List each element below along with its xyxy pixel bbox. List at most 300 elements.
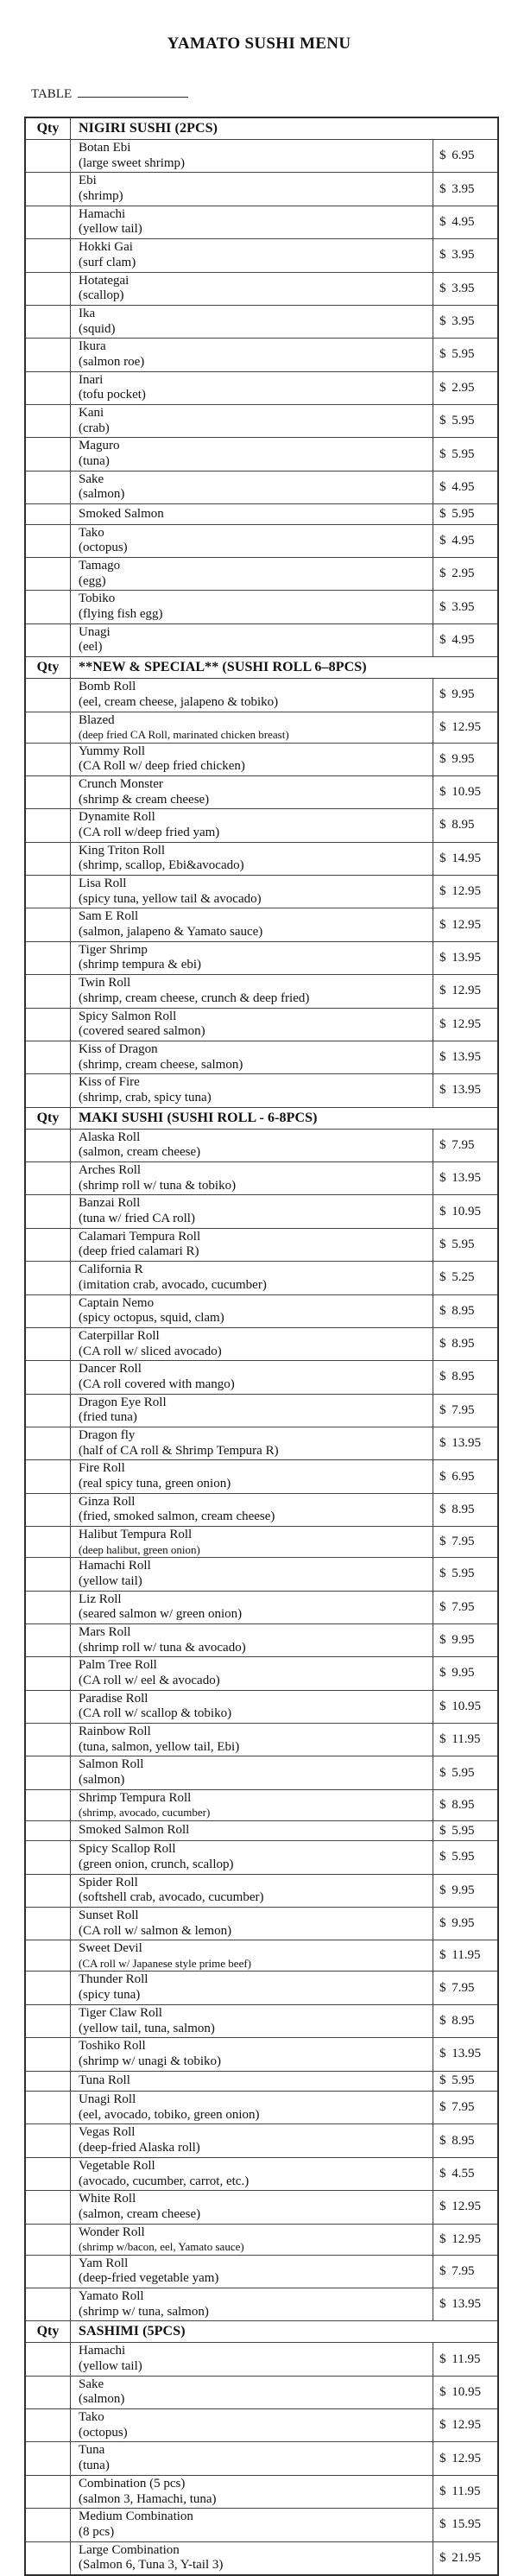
item-text (79, 1757, 143, 1788)
item-name-cell (71, 1328, 433, 1360)
item-text (79, 592, 162, 622)
item-text (79, 1941, 251, 1970)
qty-cell (26, 1624, 71, 1656)
item-price-cell: $ 5.95 (439, 506, 475, 521)
menu-item-row (26, 942, 497, 975)
item-description: (shrimp w/ unagi & tobiko) (79, 2054, 221, 2068)
qty-cell (26, 2509, 71, 2541)
item-name: Smoked Salmon (79, 506, 164, 521)
item-description: (shrimp & cream cheese) (79, 792, 210, 807)
item-name: Tako (79, 2410, 104, 2425)
item-description: (yellow tail) (79, 2359, 142, 2374)
item-name: Sunset Roll (79, 1908, 139, 1923)
item-name: Dragon Eye Roll (79, 1395, 167, 1409)
item-name-cell (71, 843, 433, 875)
item-text (79, 2344, 142, 2374)
menu-item-row (26, 1460, 497, 1493)
qty-cell (26, 2476, 71, 2508)
section-header-row (26, 2321, 497, 2343)
item-name-cell (71, 558, 433, 590)
item-description: (yellow tail) (79, 222, 142, 237)
section-header-row (26, 118, 497, 140)
item-name: King Triton Roll (79, 843, 166, 858)
item-text (79, 1791, 210, 1820)
item-name: Ebi (79, 174, 97, 188)
item-text (79, 2006, 215, 2036)
qty-cell (26, 975, 71, 1007)
item-description: (large sweet shrimp) (79, 155, 186, 170)
item-name-cell (71, 2442, 433, 2474)
menu-item-row (26, 372, 497, 405)
item-price-cell: $ 8.95 (439, 2133, 475, 2148)
item-price-cell: $ 15.95 (439, 2517, 481, 2532)
table-label: TABLE (31, 87, 73, 101)
qty-cell (26, 504, 71, 524)
item-text (79, 2543, 223, 2573)
menu-item-row (26, 1790, 497, 1821)
item-name-cell (71, 372, 433, 404)
item-text (79, 777, 209, 807)
item-name-cell (71, 504, 433, 524)
item-description: (CA roll w/ salmon & lemon) (79, 1923, 232, 1938)
item-name: Wonder Roll (79, 2225, 145, 2239)
item-price-cell: $ 13.95 (439, 2297, 481, 2312)
menu-item-row (26, 1130, 497, 1162)
item-text (79, 174, 123, 204)
item-name-cell (71, 2225, 433, 2255)
item-name-cell (71, 744, 433, 775)
item-description: (salmon) (79, 2392, 125, 2407)
item-name-cell (71, 1908, 433, 1940)
item-text (79, 2092, 260, 2123)
item-name: Shrimp Tempura Roll (79, 1790, 192, 1805)
item-price-cell: $ 9.95 (439, 687, 475, 702)
item-name-cell (71, 1460, 433, 1492)
item-price-cell: $ 12.95 (439, 2231, 481, 2246)
qty-cell (26, 1724, 71, 1756)
item-name-cell (71, 809, 433, 841)
item-price-cell: $ 5.95 (439, 446, 475, 461)
item-price-cell: $ 4.55 (439, 2167, 475, 2180)
qty-cell (26, 2542, 71, 2574)
item-name: Kiss of Dragon (79, 1041, 158, 1056)
menu-item-row (26, 679, 497, 712)
menu-item-row (26, 1395, 497, 1427)
item-name-cell (71, 2476, 433, 2508)
qty-cell (26, 679, 71, 711)
item-text (79, 406, 110, 436)
item-text (79, 1075, 212, 1105)
qty-cell (26, 2377, 71, 2408)
item-name-cell (71, 1395, 433, 1427)
table-number-line (31, 85, 188, 102)
item-name: Rainbow Roll (79, 1725, 151, 1739)
item-name: Sweet Devil (79, 1941, 142, 1956)
item-name: Bomb Roll (79, 680, 136, 694)
item-name: Spicy Salmon Roll (79, 1009, 177, 1023)
item-name-cell (71, 2092, 433, 2123)
item-price-cell: $ 3.95 (439, 181, 475, 196)
item-name: Captain Nemo (79, 1295, 155, 1310)
item-name: Hotategai (79, 273, 130, 288)
qty-cell (26, 2256, 71, 2288)
qty-cell (26, 1841, 71, 1873)
qty-cell (26, 624, 71, 656)
item-name-cell (71, 306, 433, 338)
menu-item-row (26, 809, 497, 842)
item-description: (shrimp, scallop, Ebi&avocado) (79, 858, 244, 873)
item-description: (surf clam) (79, 255, 136, 269)
item-text (79, 1823, 189, 1839)
menu-item-row (26, 591, 497, 623)
item-name-cell (71, 876, 433, 908)
item-price-cell: $ 7.95 (439, 1535, 475, 1549)
item-name: Arches Roll (79, 1163, 142, 1178)
item-name-cell (71, 2509, 433, 2541)
item-text (79, 1196, 195, 1226)
item-text (79, 844, 244, 874)
item-description: (CA roll w/ sliced avocado) (79, 1344, 222, 1358)
item-description: (shrimp, crab, spicy tuna) (79, 1090, 212, 1104)
item-name-cell (71, 1074, 433, 1106)
item-price-cell: $ 12.95 (439, 2418, 481, 2433)
item-text (79, 1692, 231, 1722)
item-text (79, 2073, 130, 2089)
item-name-cell (71, 591, 433, 623)
item-price-cell: $ 5.95 (439, 1850, 475, 1864)
item-text (79, 2289, 209, 2320)
item-name-cell (71, 1657, 433, 1689)
menu-item-row (26, 1527, 497, 1558)
item-price-cell: $ 2.95 (439, 380, 475, 395)
menu-item-row (26, 1009, 497, 1041)
item-price-cell: $ 8.95 (439, 818, 475, 832)
menu-item-row (26, 2442, 497, 2475)
item-name-cell (71, 975, 433, 1007)
item-name-cell (71, 1229, 433, 1261)
menu-item-row (26, 2343, 497, 2376)
item-text (79, 1042, 243, 1073)
qty-cell (26, 1041, 71, 1073)
item-description: (spicy octopus, squid, clam) (79, 1311, 224, 1326)
item-name-cell (71, 1624, 433, 1656)
item-price-cell: $ 13.95 (439, 1171, 481, 1186)
item-description: (half of CA roll & Shrimp Tempura R) (79, 1443, 279, 1458)
item-name-cell (71, 2343, 433, 2375)
item-name: Banzai Roll (79, 1196, 141, 1211)
item-description: (flying fish egg) (79, 607, 163, 622)
item-name-cell (71, 2158, 433, 2190)
item-description: (deep halibut, green onion) (79, 1542, 200, 1556)
item-name: Mars Roll (79, 1624, 131, 1639)
item-name-cell (71, 1295, 433, 1327)
item-description: (tuna) (79, 454, 110, 469)
qty-cell (26, 1009, 71, 1041)
item-price-cell: $ 5.95 (439, 1237, 475, 1251)
item-name: Dancer Roll (79, 1362, 142, 1377)
item-name-cell (71, 2124, 433, 2156)
item-price-cell: $ 8.95 (439, 1797, 475, 1812)
qty-cell (26, 1494, 71, 1526)
item-name: Ika (79, 306, 96, 320)
item-text (79, 240, 136, 270)
item-name: Blazed (79, 712, 115, 727)
item-price-cell: $ 5.25 (439, 1270, 475, 1285)
item-text (79, 439, 120, 469)
item-text (79, 207, 142, 237)
item-text (79, 1396, 167, 1426)
item-description: (shrimp) (79, 189, 123, 204)
item-name: Halibut Tempura Roll (79, 1528, 193, 1542)
menu-item-row (26, 1940, 497, 1972)
menu-item-row (26, 438, 497, 471)
item-price-cell: $ 14.95 (439, 851, 481, 865)
qty-cell (26, 438, 71, 470)
item-description: (salmon, cream cheese) (79, 2206, 201, 2221)
item-name-cell (71, 2377, 433, 2408)
item-text (79, 2225, 244, 2254)
qty-cell (26, 876, 71, 908)
item-description: (shrimp, cream cheese, crunch & deep fried) (79, 991, 310, 1005)
item-name-cell (71, 273, 433, 305)
item-price-cell: $ 2.95 (439, 566, 475, 581)
item-description: (salmon, jalapeno & Yamato sauce) (79, 925, 263, 940)
qty-cell (26, 239, 71, 271)
item-price-cell: $ 5.95 (439, 414, 475, 428)
item-price-cell: $ 5.95 (439, 1566, 475, 1581)
section-title: **NEW & SPECIAL** (SUSHI ROLL 6–8PCS) (79, 660, 367, 675)
item-name: Dragon fly (79, 1428, 136, 1443)
item-name-cell (71, 1841, 433, 1873)
item-price-cell: $ 5.95 (439, 1823, 475, 1838)
item-description: (salmon 3, Hamachi, tuna) (79, 2491, 217, 2506)
qty-cell (26, 1229, 71, 1261)
qty-column-header: Qty (26, 118, 71, 139)
item-name: Maguro (79, 439, 120, 453)
item-description: (shrimp w/ tuna, salmon) (79, 2304, 209, 2319)
item-name: Crunch Monster (79, 776, 163, 791)
item-description: (deep-fried Alaska roll) (79, 2141, 200, 2155)
item-text (79, 1495, 275, 1525)
item-price-cell: $ 3.95 (439, 599, 475, 614)
qty-cell (26, 1195, 71, 1227)
item-description: (shrimp tempura & ebi) (79, 958, 202, 972)
qty-column-header: Qty (26, 2321, 71, 2342)
item-name-cell (71, 1041, 433, 1073)
item-description: (tofu pocket) (79, 388, 146, 402)
item-name: Medium Combination (79, 2510, 193, 2524)
item-name: Toshiko Roll (79, 2039, 146, 2054)
item-name-cell (71, 679, 433, 711)
item-name-cell (71, 1195, 433, 1227)
item-name: Tuna Roll (79, 2073, 130, 2087)
item-text (79, 2377, 124, 2408)
item-price-cell: $ 6.95 (439, 1469, 475, 1484)
item-name-cell (71, 1592, 433, 1623)
qty-cell (26, 2191, 71, 2223)
item-description: (eel, avocado, tobiko, green onion) (79, 2107, 260, 2122)
menu-item-row (26, 173, 497, 206)
qty-cell (26, 744, 71, 775)
qty-cell (26, 1558, 71, 1590)
item-text (79, 2192, 200, 2222)
menu-item-row (26, 876, 497, 908)
item-name: Ginza Roll (79, 1494, 136, 1509)
item-name-cell (71, 1527, 433, 1557)
item-name-cell (71, 1130, 433, 1161)
item-name: Tuna (79, 2443, 105, 2458)
qty-cell (26, 1395, 71, 1427)
item-text (79, 1428, 279, 1459)
item-name-cell (71, 1558, 433, 1590)
item-price-cell: $ 4.95 (439, 214, 475, 229)
qty-cell (26, 1972, 71, 2003)
item-price-cell: $ 9.95 (439, 751, 475, 766)
item-name-cell (71, 624, 433, 656)
qty-cell (26, 140, 71, 172)
section-title: MAKI SUSHI (SUSHI ROLL - 6-8PCS) (79, 1110, 318, 1125)
item-price-cell: $ 7.95 (439, 1980, 475, 1995)
item-description: (8 pcs) (79, 2524, 115, 2539)
item-price-cell: $ 12.95 (439, 917, 481, 932)
item-name-cell (71, 2542, 433, 2574)
item-description: (CA roll w/ Japanese style prime beef) (79, 1957, 251, 1971)
menu-item-row (26, 1972, 497, 2004)
item-description: (octopus) (79, 2425, 128, 2440)
item-description: (shrimp, avocado, cucumber) (79, 1806, 211, 1820)
item-text (79, 1876, 264, 1906)
qty-cell (26, 2038, 71, 2070)
menu-item-row (26, 2476, 497, 2509)
item-name-cell (71, 2288, 433, 2320)
item-text (79, 1010, 205, 1040)
item-description: (scallop) (79, 288, 124, 303)
menu-item-row (26, 558, 497, 591)
qty-cell (26, 1908, 71, 1940)
item-text (79, 2510, 193, 2540)
item-text (79, 2443, 110, 2473)
item-price-cell: $ 11.95 (439, 1948, 481, 1963)
page-title: YAMATO SUSHI MENU (167, 35, 351, 53)
qty-cell (26, 1756, 71, 1788)
item-description: (tuna w/ fried CA roll) (79, 1212, 195, 1226)
item-name: White Roll (79, 2192, 136, 2206)
item-name: Paradise Roll (79, 1691, 148, 1706)
qty-cell (26, 558, 71, 590)
item-text (79, 713, 289, 742)
menu-item-row (26, 712, 497, 744)
menu-item-row (26, 744, 497, 776)
item-price-cell: $ 7.95 (439, 1599, 475, 1614)
item-text (79, 2039, 221, 2069)
item-text (79, 625, 111, 655)
item-name: Thunder Roll (79, 1972, 148, 1987)
section-title: NIGIRI SUSHI (2PCS) (79, 121, 218, 136)
item-price-cell: $ 11.95 (439, 2351, 481, 2366)
item-name: Yummy Roll (79, 744, 146, 758)
menu-item-row (26, 1841, 497, 1874)
menu-item-row (26, 2409, 497, 2442)
item-text (79, 507, 164, 522)
menu-item-row (26, 908, 497, 941)
item-name-cell (71, 405, 433, 437)
item-price-cell: $ 8.95 (439, 1303, 475, 1318)
item-text (79, 1725, 239, 1755)
item-price-cell: $ 3.95 (439, 281, 475, 295)
item-price-cell: $ 8.95 (439, 1502, 475, 1516)
menu-item-row (26, 975, 497, 1008)
item-name: Sam E Roll (79, 909, 139, 924)
item-name-cell (71, 1691, 433, 1723)
item-name-cell (71, 1361, 433, 1393)
item-name-cell (71, 173, 433, 205)
qty-cell (26, 1295, 71, 1327)
qty-column-header: Qty (26, 1108, 71, 1129)
menu-item-row (26, 1361, 497, 1394)
item-description: (seared salmon w/ green onion) (79, 1607, 243, 1622)
item-name: Hamachi (79, 206, 126, 221)
item-name-cell (71, 2038, 433, 2070)
item-price-cell: $ 10.95 (439, 2384, 481, 2399)
item-name-cell (71, 908, 433, 940)
item-description: (softshell crab, avocado, cucumber) (79, 1890, 264, 1905)
item-description: (CA roll w/ scallop & tobiko) (79, 1706, 232, 1721)
item-name-cell (71, 525, 433, 557)
item-text (79, 1163, 236, 1193)
item-name: Vegetable Roll (79, 2158, 155, 2173)
item-text (79, 877, 262, 907)
item-text (79, 1658, 220, 1688)
item-description: (Salmon 6, Tuna 3, Y-tail 3) (79, 2558, 224, 2573)
menu-item-row (26, 1262, 497, 1294)
qty-cell (26, 1940, 71, 1971)
item-price-cell: $ 7.95 (439, 1402, 475, 1417)
item-text (79, 680, 278, 710)
item-name: Caterpillar Roll (79, 1328, 160, 1343)
qty-cell (26, 1328, 71, 1360)
qty-cell (26, 591, 71, 623)
qty-cell (26, 809, 71, 841)
section-header-row (26, 1108, 497, 1130)
item-price-cell: $ 7.95 (439, 2100, 475, 2115)
menu-item-row (26, 1074, 497, 1107)
item-description: (CA roll covered with mango) (79, 1377, 235, 1391)
item-price-cell: $ 7.95 (439, 1137, 475, 1152)
menu-item-row (26, 504, 497, 525)
menu-item-row (26, 2158, 497, 2191)
item-text (79, 2159, 249, 2189)
table-number-blank (78, 85, 188, 98)
item-text (79, 141, 185, 171)
item-name-cell (71, 1262, 433, 1294)
item-description: (avocado, cucumber, carrot, etc.) (79, 2174, 250, 2188)
menu-item-row (26, 1494, 497, 1527)
item-name: Yam Roll (79, 2256, 129, 2270)
menu-item-row (26, 306, 497, 339)
item-text (79, 1972, 148, 2003)
qty-cell (26, 405, 71, 437)
item-description: (salmon, cream cheese) (79, 1145, 201, 1160)
item-name: Palm Tree Roll (79, 1658, 157, 1673)
item-text (79, 1329, 222, 1359)
qty-cell (26, 1162, 71, 1194)
menu-item-row (26, 405, 497, 438)
item-description: (deep-fried vegetable yam) (79, 2271, 219, 2286)
menu-item-row (26, 1592, 497, 1624)
item-price-cell: $ 5.95 (439, 1765, 475, 1780)
menu-item-row (26, 1724, 497, 1756)
item-price-cell: $ 7.95 (439, 2263, 475, 2278)
